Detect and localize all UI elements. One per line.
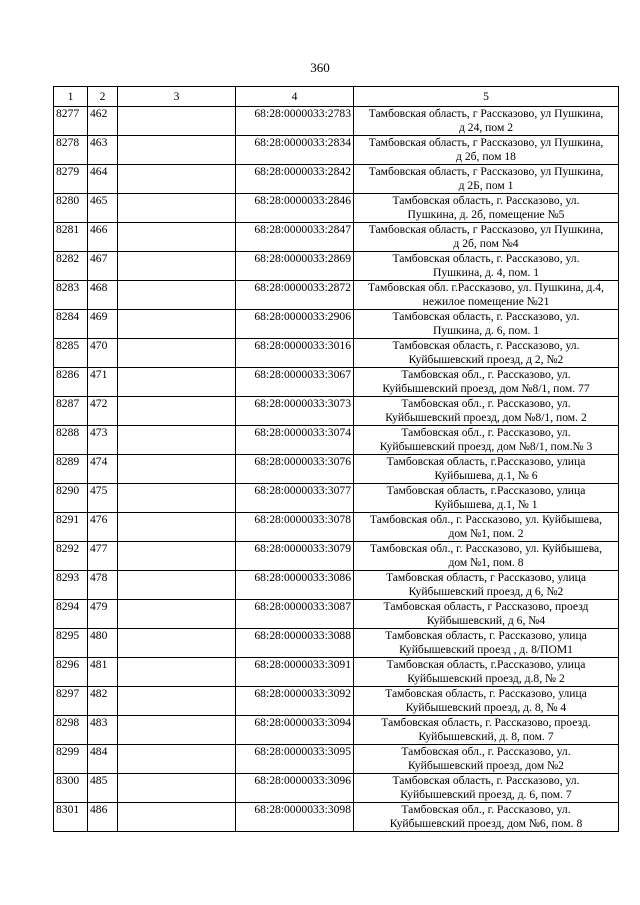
address-line: Тамбовская область, г Рассказово, улица — [385, 571, 587, 584]
index-cell: 462 — [88, 107, 118, 136]
table-row — [54, 397, 619, 426]
table-row — [54, 716, 619, 745]
table-header-row — [54, 87, 619, 107]
cadastral-number-cell: 68:28:0000033:3096 — [236, 774, 354, 803]
empty-cell — [118, 165, 236, 194]
address-line: Тамбовская область, г.Рассказово, улица — [386, 455, 586, 468]
row-number-cell: 8284 — [54, 310, 88, 339]
index-cell: 466 — [88, 223, 118, 252]
address-line: Тамбовская область, г Рассказово, ул Пушкина, — [368, 136, 604, 149]
cadastral-number-cell: 68:28:0000033:3079 — [236, 542, 354, 571]
address-line: Тамбовская область, г. Рассказово, ул. — [392, 774, 580, 787]
address-line: Куйбышевский проезд, дом №8/1, пом.№ 3 — [379, 440, 593, 453]
index-cell: 476 — [88, 513, 118, 542]
row-number-cell: 8294 — [54, 600, 88, 629]
index-cell: 469 — [88, 310, 118, 339]
address-cell — [354, 716, 619, 745]
table-row — [54, 455, 619, 484]
empty-cell — [118, 426, 236, 455]
address-line: Куйбышева, д.1, № 1 — [434, 498, 538, 511]
address-cell — [354, 194, 619, 223]
address-line: Тамбовская обл., г. Рассказово, ул. — [401, 397, 571, 410]
row-number-cell: 8286 — [54, 368, 88, 397]
address-line: Куйбышевский проезд, д. 6, пом. 7 — [400, 788, 572, 801]
table-row — [54, 571, 619, 600]
address-line: Пушкина, д. 4, пом. 1 — [432, 266, 540, 279]
column-header: 1 — [54, 87, 88, 107]
empty-cell — [118, 484, 236, 513]
table-row — [54, 339, 619, 368]
address-line: Тамбовская область, г. Рассказово, ул. — [392, 194, 580, 207]
address-cell — [354, 803, 619, 832]
row-number-cell: 8279 — [54, 165, 88, 194]
column-header: 4 — [236, 87, 354, 107]
address-cell — [354, 252, 619, 281]
row-number-cell: 8300 — [54, 774, 88, 803]
address-cell — [354, 136, 619, 165]
address-line: Куйбышевский проезд, д.8, № 2 — [407, 672, 565, 685]
address-cell — [354, 426, 619, 455]
table-row — [54, 687, 619, 716]
address-line: Куйбышевский проезд, д 2, №2 — [408, 353, 564, 366]
cadastral-number-cell: 68:28:0000033:3094 — [236, 716, 354, 745]
empty-cell — [118, 513, 236, 542]
row-number-cell: 8288 — [54, 426, 88, 455]
address-line: Тамбовская обл., г. Рассказово, ул. — [401, 368, 571, 381]
address-line: д 2Б, пом 1 — [458, 179, 514, 192]
row-number-cell: 8291 — [54, 513, 88, 542]
address-line: д 24, пом 2 — [458, 121, 513, 134]
cadastral-number-cell: 68:28:0000033:3095 — [236, 745, 354, 774]
address-line: нежилое помещение №21 — [422, 295, 550, 308]
cadastral-number-cell: 68:28:0000033:2869 — [236, 252, 354, 281]
empty-cell — [118, 136, 236, 165]
address-cell — [354, 513, 619, 542]
table-row — [54, 426, 619, 455]
address-cell — [354, 455, 619, 484]
table-row — [54, 310, 619, 339]
cadastral-number-cell: 68:28:0000033:2846 — [236, 194, 354, 223]
address-cell — [354, 542, 619, 571]
address-line: Пушкина, д. 6, пом. 1 — [432, 324, 540, 337]
empty-cell — [118, 745, 236, 774]
table-row — [54, 223, 619, 252]
address-line: Тамбовская область, г. Рассказово, проезд. — [381, 716, 591, 729]
address-cell — [354, 281, 619, 310]
empty-cell — [118, 223, 236, 252]
index-cell: 468 — [88, 281, 118, 310]
table-row — [54, 107, 619, 136]
table-row — [54, 165, 619, 194]
empty-cell — [118, 629, 236, 658]
address-line: Тамбовская область, г. Рассказово, улица — [385, 687, 587, 700]
address-line: Тамбовская область, г. Рассказово, ул. — [392, 339, 580, 352]
empty-cell — [118, 774, 236, 803]
cadastral-number-cell: 68:28:0000033:3092 — [236, 687, 354, 716]
address-cell — [354, 107, 619, 136]
empty-cell — [118, 571, 236, 600]
index-cell: 483 — [88, 716, 118, 745]
row-number-cell: 8298 — [54, 716, 88, 745]
address-line: д 2б, пом 18 — [456, 150, 516, 163]
address-cell — [354, 774, 619, 803]
address-line: Куйбышевский проезд, дом №8/1, пом. 77 — [382, 382, 590, 395]
table-row — [54, 600, 619, 629]
row-number-cell: 8282 — [54, 252, 88, 281]
index-cell: 477 — [88, 542, 118, 571]
cadastral-number-cell: 68:28:0000033:3076 — [236, 455, 354, 484]
address-cell — [354, 165, 619, 194]
address-cell — [354, 629, 619, 658]
row-number-cell: 8283 — [54, 281, 88, 310]
address-line: дом №1, пом. 8 — [448, 556, 524, 569]
index-cell: 478 — [88, 571, 118, 600]
row-number-cell: 8293 — [54, 571, 88, 600]
address-cell — [354, 687, 619, 716]
address-line: Куйбышевский, д. 8, пом. 7 — [418, 730, 554, 743]
address-cell — [354, 600, 619, 629]
cadastral-number-cell: 68:28:0000033:3077 — [236, 484, 354, 513]
address-line: Куйбышевский проезд, д. 8, № 4 — [405, 701, 567, 714]
table-row — [54, 774, 619, 803]
address-line: д 2б, пом №4 — [453, 237, 519, 250]
empty-cell — [118, 194, 236, 223]
table-row — [54, 803, 619, 832]
row-number-cell: 8277 — [54, 107, 88, 136]
row-number-cell: 8296 — [54, 658, 88, 687]
address-line: Тамбовская область, г Рассказово, ул Пушкина, — [368, 165, 604, 178]
row-number-cell: 8287 — [54, 397, 88, 426]
address-cell — [354, 310, 619, 339]
cadastral-number-cell: 68:28:0000033:2872 — [236, 281, 354, 310]
cadastral-number-cell: 68:28:0000033:2842 — [236, 165, 354, 194]
row-number-cell: 8299 — [54, 745, 88, 774]
address-line: Тамбовская обл., г. Рассказово, ул. Куйбышева, — [369, 542, 603, 555]
cadastral-number-cell: 68:28:0000033:3087 — [236, 600, 354, 629]
address-cell — [354, 571, 619, 600]
cadastral-number-cell: 68:28:0000033:3098 — [236, 803, 354, 832]
address-line: Куйбышевский проезд, дом №8/1, пом. 2 — [385, 411, 587, 424]
index-cell: 465 — [88, 194, 118, 223]
empty-cell — [118, 310, 236, 339]
address-line: Пушкина, д. 2б, помещение №5 — [407, 208, 565, 221]
page-number: 360 — [310, 60, 330, 75]
address-line: Тамбовская область, г Рассказово, ул Пушкина, — [368, 223, 604, 236]
address-line: Тамбовская область, г. Рассказово, ул. — [392, 310, 580, 323]
address-line: Тамбовская область, г.Рассказово, улица — [386, 484, 586, 497]
empty-cell — [118, 658, 236, 687]
row-number-cell: 8295 — [54, 629, 88, 658]
row-number-cell: 8297 — [54, 687, 88, 716]
table-row — [54, 194, 619, 223]
column-header: 2 — [88, 87, 118, 107]
address-line: Куйбышевский, д 6, №4 — [426, 614, 546, 627]
empty-cell — [118, 339, 236, 368]
index-cell: 470 — [88, 339, 118, 368]
table-row — [54, 629, 619, 658]
empty-cell — [118, 107, 236, 136]
index-cell: 475 — [88, 484, 118, 513]
registry-table — [53, 86, 619, 832]
index-cell: 473 — [88, 426, 118, 455]
address-line: Тамбовская область, г.Рассказово, улица — [386, 658, 586, 671]
empty-cell — [118, 600, 236, 629]
row-number-cell: 8301 — [54, 803, 88, 832]
address-cell — [354, 339, 619, 368]
empty-cell — [118, 455, 236, 484]
address-cell — [354, 368, 619, 397]
address-line: Куйбышевский проезд, д 6, №2 — [408, 585, 564, 598]
index-cell: 467 — [88, 252, 118, 281]
address-line: Куйбышевский проезд, дом №2 — [408, 759, 564, 772]
index-cell: 482 — [88, 687, 118, 716]
table-row — [54, 745, 619, 774]
table-row — [54, 484, 619, 513]
cadastral-number-cell: 68:28:0000033:3088 — [236, 629, 354, 658]
table-row — [54, 281, 619, 310]
cadastral-number-cell: 68:28:0000033:3067 — [236, 368, 354, 397]
row-number-cell: 8292 — [54, 542, 88, 571]
cadastral-number-cell: 68:28:0000033:3078 — [236, 513, 354, 542]
cadastral-number-cell: 68:28:0000033:3016 — [236, 339, 354, 368]
index-cell: 472 — [88, 397, 118, 426]
table-row — [54, 368, 619, 397]
address-line: Тамбовская область, г. Рассказово, ул. — [392, 252, 580, 265]
table-row — [54, 658, 619, 687]
empty-cell — [118, 281, 236, 310]
index-cell: 486 — [88, 803, 118, 832]
cadastral-number-cell: 68:28:0000033:2906 — [236, 310, 354, 339]
table-row — [54, 136, 619, 165]
index-cell: 464 — [88, 165, 118, 194]
index-cell: 480 — [88, 629, 118, 658]
address-cell — [354, 484, 619, 513]
address-line: Куйбышевский проезд, дом №6, пом. 8 — [389, 817, 583, 830]
column-header: 3 — [118, 87, 236, 107]
address-cell — [354, 658, 619, 687]
empty-cell — [118, 368, 236, 397]
index-cell: 471 — [88, 368, 118, 397]
index-cell: 481 — [88, 658, 118, 687]
empty-cell — [118, 716, 236, 745]
row-number-cell: 8281 — [54, 223, 88, 252]
address-line: Тамбовская обл., г. Рассказово, ул. — [401, 803, 571, 816]
column-header: 5 — [354, 87, 619, 107]
cadastral-number-cell: 68:28:0000033:3073 — [236, 397, 354, 426]
address-line: Тамбовская обл. г.Рассказово, ул. Пушкина, д.4, — [368, 281, 604, 294]
empty-cell — [118, 252, 236, 281]
cadastral-number-cell: 68:28:0000033:3091 — [236, 658, 354, 687]
row-number-cell: 8278 — [54, 136, 88, 165]
row-number-cell: 8280 — [54, 194, 88, 223]
cadastral-number-cell: 68:28:0000033:2847 — [236, 223, 354, 252]
index-cell: 479 — [88, 600, 118, 629]
row-number-cell: 8289 — [54, 455, 88, 484]
address-line: Тамбовская обл., г. Рассказово, ул. — [401, 426, 571, 439]
table-row — [54, 513, 619, 542]
address-line: Куйбышева, д.1, № 6 — [434, 469, 538, 482]
empty-cell — [118, 803, 236, 832]
address-line: Тамбовская обл., г. Рассказово, ул. — [401, 745, 571, 758]
address-line: Тамбовская область, г Рассказово, проезд — [383, 600, 589, 613]
address-line: Тамбовская обл., г. Рассказово, ул. Куйбышева, — [369, 513, 603, 526]
row-number-cell: 8290 — [54, 484, 88, 513]
address-cell — [354, 397, 619, 426]
cadastral-number-cell: 68:28:0000033:2783 — [236, 107, 354, 136]
address-cell — [354, 745, 619, 774]
empty-cell — [118, 542, 236, 571]
empty-cell — [118, 687, 236, 716]
address-line: дом №1, пом. 2 — [448, 527, 524, 540]
table-body — [54, 107, 619, 832]
index-cell: 474 — [88, 455, 118, 484]
address-line: Тамбовская область, г. Рассказово, улица — [385, 629, 587, 642]
cadastral-number-cell: 68:28:0000033:3074 — [236, 426, 354, 455]
address-line: Тамбовская область, г Рассказово, ул Пушкина, — [368, 107, 604, 120]
table-row — [54, 252, 619, 281]
address-line: Куйбышевский проезд , д. 8/ПОМ1 — [399, 643, 573, 656]
index-cell: 463 — [88, 136, 118, 165]
row-number-cell: 8285 — [54, 339, 88, 368]
index-cell: 485 — [88, 774, 118, 803]
empty-cell — [118, 397, 236, 426]
cadastral-number-cell: 68:28:0000033:3086 — [236, 571, 354, 600]
cadastral-number-cell: 68:28:0000033:2834 — [236, 136, 354, 165]
address-cell — [354, 223, 619, 252]
table-row — [54, 542, 619, 571]
index-cell: 484 — [88, 745, 118, 774]
